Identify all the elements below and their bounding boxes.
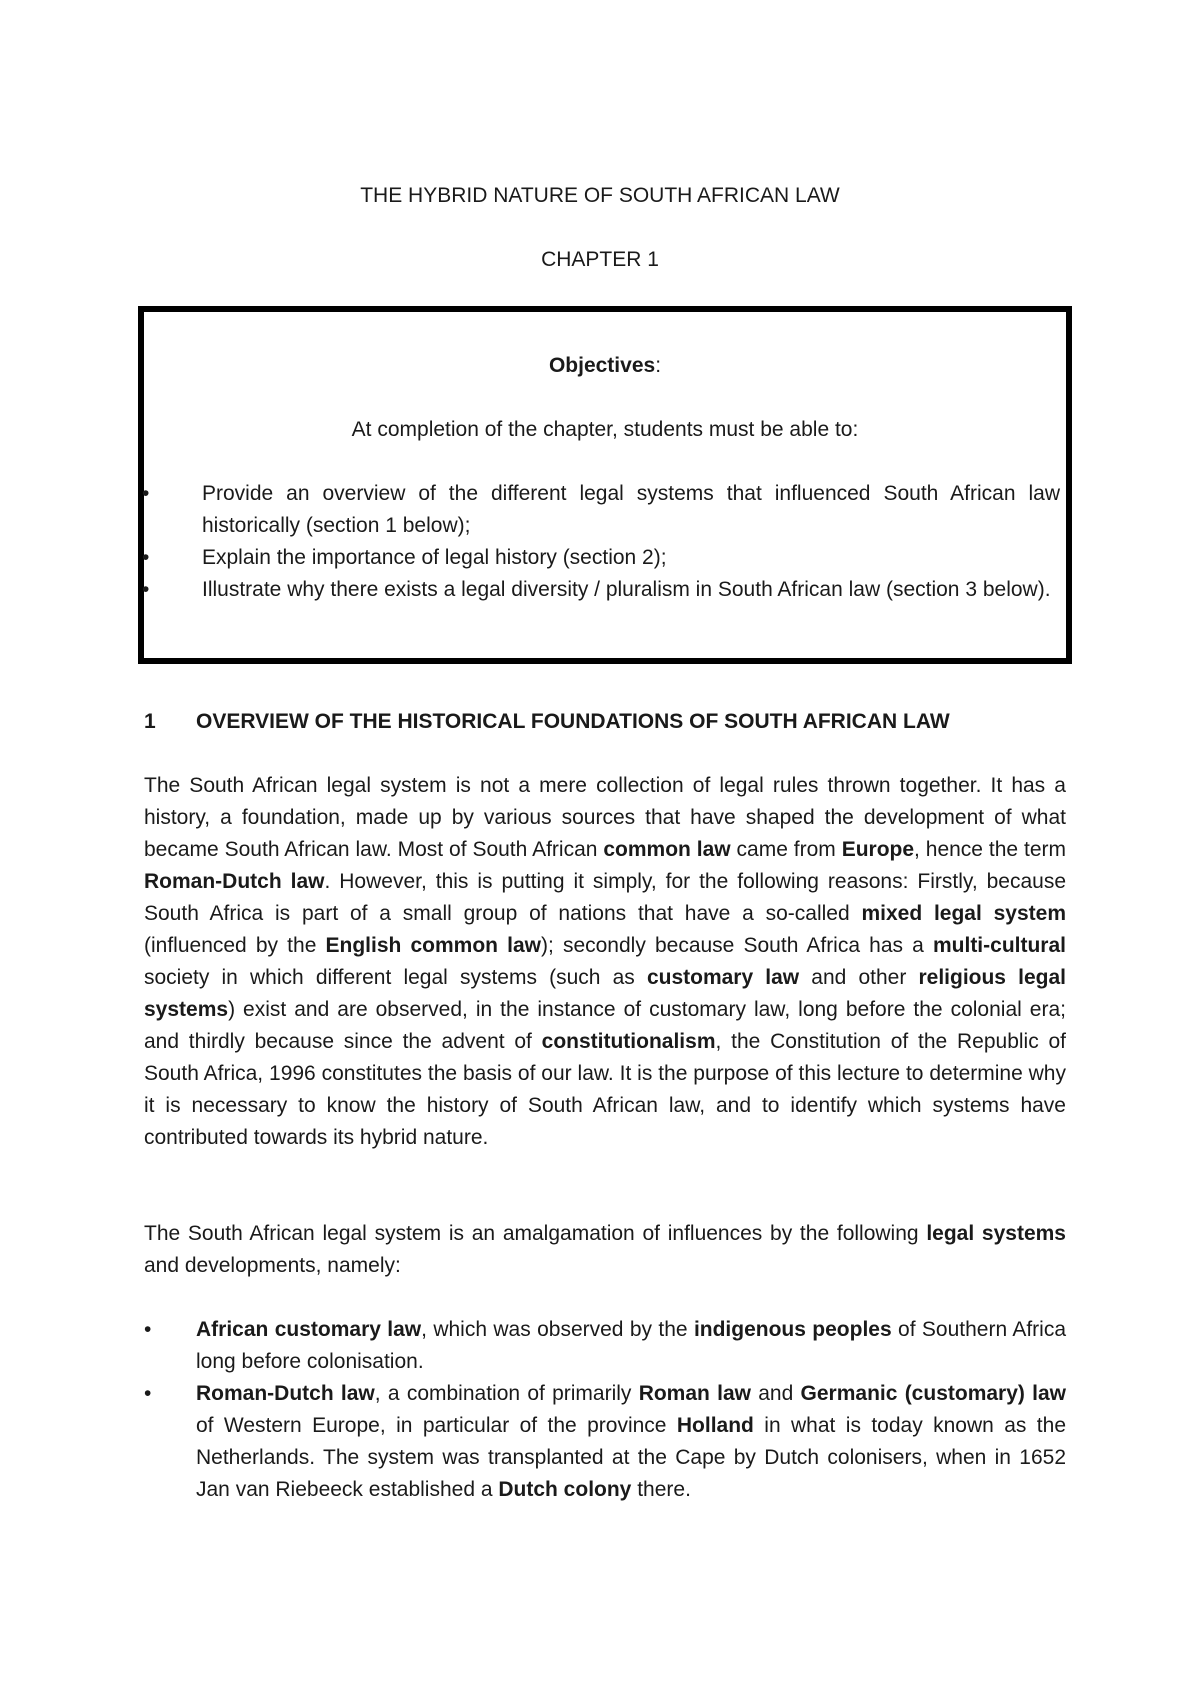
text-run: . However, this is putting it simply, for the following reasons: Firstly, because South Africa is part of a small group of nations that have a so-called bbox=[144, 870, 1067, 925]
influence-item bbox=[144, 1314, 1066, 1378]
text-run: , hence the term bbox=[914, 838, 1066, 861]
influences-paragraph bbox=[144, 1218, 1066, 1282]
chapter-heading: CHAPTER 1 bbox=[541, 248, 659, 271]
document-title: THE HYBRID NATURE OF SOUTH AFRICAN LAW bbox=[360, 184, 840, 207]
bold-term: customary law bbox=[646, 966, 800, 989]
text-run: came from bbox=[730, 838, 842, 861]
intro-paragraph bbox=[144, 770, 1066, 1154]
bold-term: common law bbox=[603, 838, 731, 861]
text-run: there. bbox=[631, 1478, 691, 1501]
objective-text: Explain the importance of legal history (section 2); bbox=[202, 546, 667, 569]
text-run: ); secondly because South Africa has a bbox=[540, 934, 933, 957]
text-run: and developments, namely: bbox=[144, 1254, 401, 1277]
influences-list bbox=[144, 1314, 1066, 1506]
objectives-heading bbox=[144, 350, 1066, 382]
text-run: , which was observed by the bbox=[421, 1318, 694, 1341]
influence-text bbox=[196, 1382, 1066, 1501]
bullet-icon: • bbox=[142, 546, 150, 569]
objectives-list bbox=[144, 478, 1072, 606]
text-run: , the Constitution of the Republic of South Africa, 1996 constitutes the basis of our law. It is the purpose of this lecture to determine why it is necessary to know the history of South African law, and to identify which systems have contributed towards its hybrid nature. bbox=[144, 1030, 1066, 1149]
bold-term: multi-cultural bbox=[932, 934, 1066, 957]
bold-term: mixed legal system bbox=[861, 902, 1066, 925]
objectives-heading-label: Objectives bbox=[548, 354, 656, 377]
bold-term: Germanic (customary) law bbox=[800, 1382, 1066, 1405]
bullet-icon: • bbox=[142, 578, 150, 601]
objective-text: Illustrate why there exists a legal diversity / pluralism in South African law (section 3 below). bbox=[202, 578, 1051, 601]
text-run: , a combination of primarily bbox=[374, 1382, 639, 1405]
objective-item bbox=[144, 478, 1072, 542]
text-run: The South African legal system is not a mere collection of legal rules thrown together. It has a history, a foundation, made up by various sources that have shaped the development of what became South African law. Most of South African bbox=[144, 774, 1066, 861]
text-run: in what is today known as the Netherlands. The system was transplanted at the Cape by Dutch colonisers, when in 1652 Jan van Riebeeck established a bbox=[196, 1414, 1066, 1501]
bold-term: Europe bbox=[841, 838, 915, 861]
section-title: OVERVIEW OF THE HISTORICAL FOUNDATIONS OF SOUTH AFRICAN LAW bbox=[196, 710, 950, 733]
bullet-icon: • bbox=[142, 482, 150, 505]
text-run: and other bbox=[799, 966, 919, 989]
text-run: (influenced by the bbox=[144, 934, 326, 957]
bold-term: indigenous peoples bbox=[693, 1318, 892, 1341]
objectives-box bbox=[138, 306, 1072, 664]
bold-term: constitutionalism bbox=[541, 1030, 716, 1053]
bullet-icon: • bbox=[144, 1382, 152, 1405]
bold-term: Roman-Dutch law bbox=[144, 870, 325, 893]
bold-term: Roman law bbox=[638, 1382, 751, 1405]
text-run: of Southern Africa long before colonisation. bbox=[196, 1318, 1066, 1373]
bold-term: religious legal systems bbox=[144, 966, 1066, 1021]
text-run: ) exist and are observed, in the instance of customary law, long before the colonial era; and thirdly because since the advent of bbox=[144, 998, 1066, 1053]
bold-term: legal systems bbox=[926, 1222, 1066, 1245]
objectives-intro: At completion of the chapter, students must be able to: bbox=[351, 418, 859, 441]
section-number: 1 bbox=[144, 710, 156, 733]
bold-term: Holland bbox=[676, 1414, 754, 1437]
influence-item bbox=[144, 1378, 1066, 1506]
objectives-heading-colon: : bbox=[655, 354, 662, 377]
objective-item bbox=[144, 574, 1072, 606]
bold-term: African customary law bbox=[196, 1318, 422, 1341]
text-run: and bbox=[750, 1382, 801, 1405]
text-run: The South African legal system is an amalgamation of influences by the following bbox=[144, 1222, 927, 1245]
section-heading bbox=[144, 706, 1074, 738]
bold-term: English common law bbox=[325, 934, 541, 957]
text-run: society in which different legal systems (such as bbox=[144, 966, 647, 989]
text-run: of Western Europe, in particular of the province bbox=[196, 1414, 677, 1437]
bold-term: Dutch colony bbox=[498, 1478, 632, 1501]
influence-text bbox=[196, 1318, 1066, 1373]
objective-item bbox=[144, 542, 1072, 574]
bold-term: Roman-Dutch law bbox=[196, 1382, 375, 1405]
bullet-icon: • bbox=[144, 1318, 152, 1341]
objective-text: Provide an overview of the different legal systems that influenced South African law historically (section 1 below); bbox=[202, 482, 1060, 537]
